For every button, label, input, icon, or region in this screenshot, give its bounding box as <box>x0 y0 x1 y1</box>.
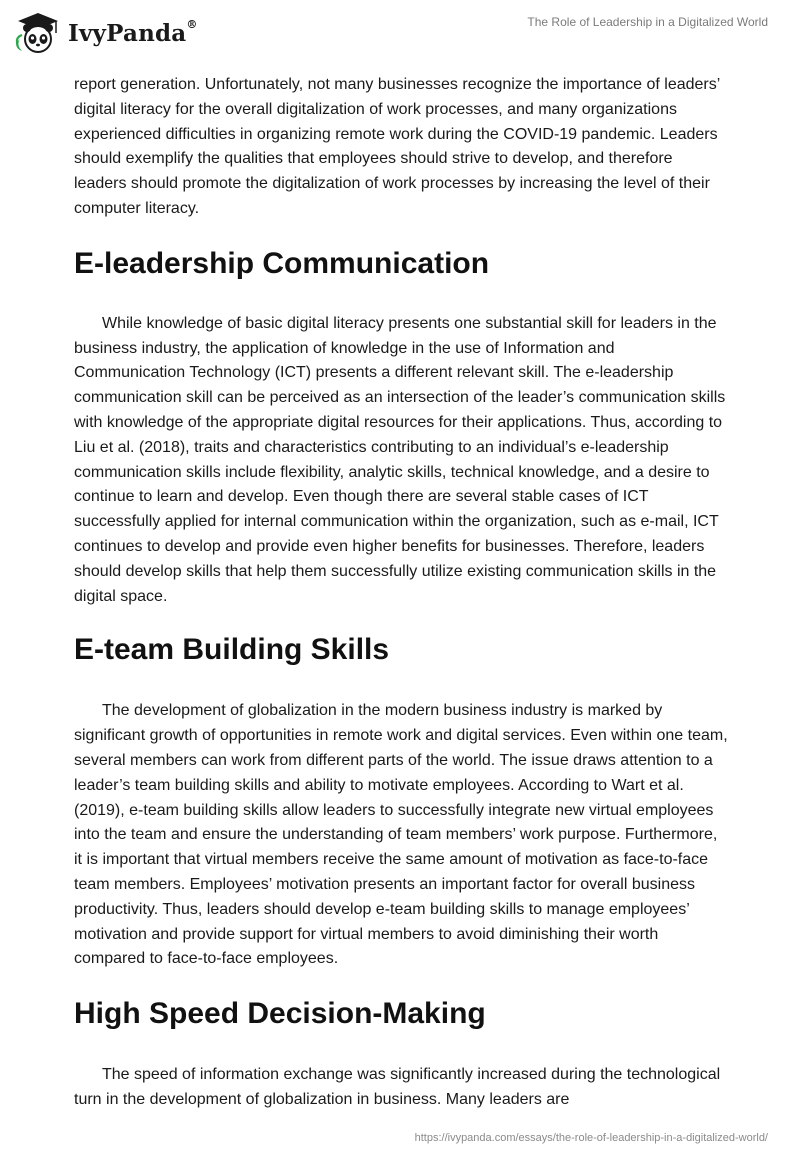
intro-paragraph: report generation. Unfortunately, not many businesses recognize the importance of leaders’ digital literacy for the overall digitalization of work processes, and many organizations experienced difficulties in organizing remote work during the COVID-19 pandemic. Leaders should exemplify the qualities that employees should strive to develop, and therefore leaders should promote the digitalization of work processes by increasing the level of their computer literacy. <box>74 76 720 217</box>
page-header <box>0 0 800 70</box>
panda-graduate-icon <box>14 11 62 55</box>
document-title: The Role of Leadership in a Digitalized World <box>527 15 768 29</box>
section-heading-high-speed-decision-making: High Speed Decision-Making <box>74 997 486 1031</box>
section-paragraph-high-speed-decision-making: The speed of information exchange was significantly increased during the technological turn in the development of globalization in business. Many leaders are <box>74 1066 721 1108</box>
ivypanda-logo[interactable] <box>14 8 198 58</box>
section-heading-e-leadership-communication: E-leadership Communication <box>74 246 490 280</box>
source-url[interactable]: https://ivypanda.com/essays/the-role-of-leadership-in-a-digitalized-world/ <box>414 1132 768 1144</box>
section-heading-e-team-building-skills: E-team Building Skills <box>74 633 390 667</box>
brand-name: IvyPanda® <box>68 17 198 47</box>
essay-content <box>74 70 729 1113</box>
section-paragraph-e-leadership-communication: While knowledge of basic digital literacy presents one substantial skill for leaders in the business industry, the application of knowledge in the use of Information and Communication Technology (ICT) presents a different relevant skill. The e-leadership communication skill can be perceived as an intersection of the leader’s communication skills with knowledge of the appropriate digital resources for their applications. Thus, according to Liu et al. (2018), traits and characteristics contributing to an individual’s e-leadership communication skills include flexibility, analytic skills, technical knowledge, and a desire to continue to learn and develop. Even though there are several stable cases of ICT successfully applied for internal communication within the organization, such as e-mail, ICT continues to develop and provide even higher benefits for businesses. Therefore, leaders should develop skills that help them successfully utilize existing communication skills in the digital space. <box>74 314 726 605</box>
section-paragraph-e-team-building-skills: The development of globalization in the modern business industry is marked by significant growth of opportunities in remote work and digital services. Even within one team, several members can work from different parts of the world. The issue draws attention to a leader’s team building skills and ability to motivate employees. According to Wart et al. (2019), e-team building skills allow leaders to successfully integrate new virtual employees into the team and ensure the understanding of team members’ work purpose. Furthermore, it is important that virtual members receive the same amount of motivation as face-to-face team members. Employees’ motivation presents an important factor for overall business productivity. Thus, leaders should develop e-team building skills to manage employees’ motivation and provide support for virtual members to avoid diminishing their worth compared to face-to-face employees. <box>74 702 728 968</box>
